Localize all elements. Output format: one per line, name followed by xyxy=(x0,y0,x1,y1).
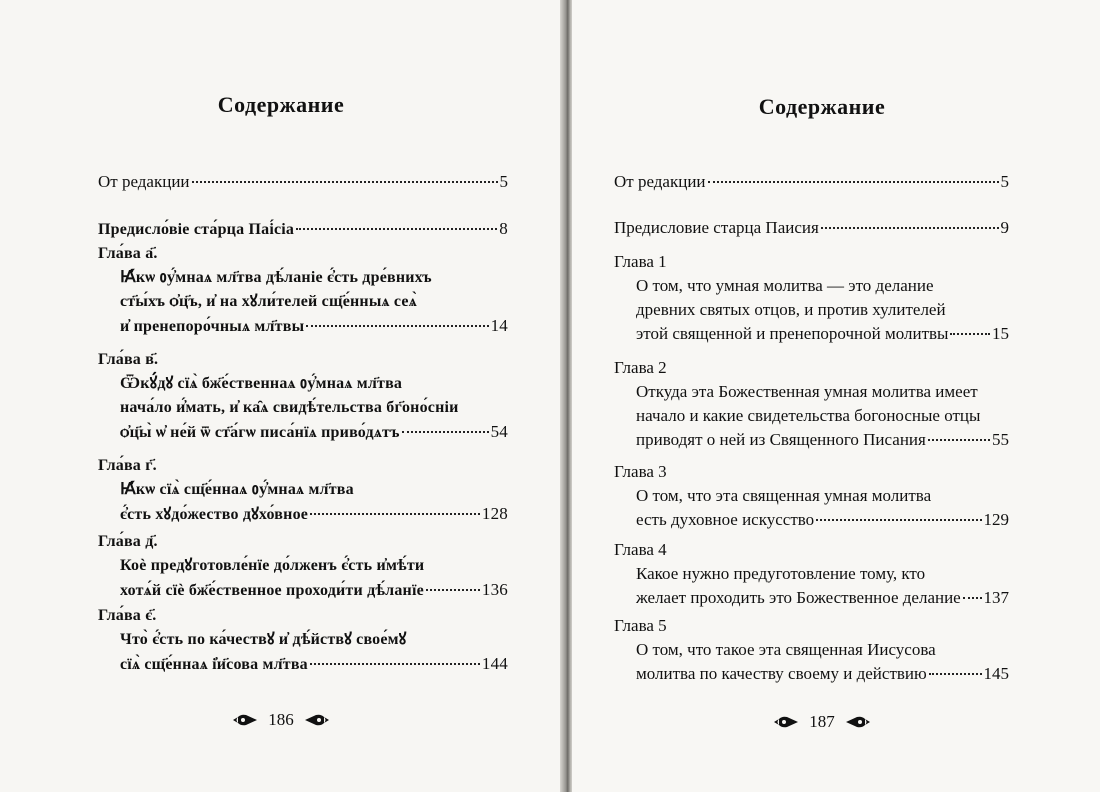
right-page xyxy=(572,0,1100,792)
chapter-label: Гла́ва є҃. xyxy=(98,607,157,624)
page-number: 137 xyxy=(983,588,1009,607)
page-number: 145 xyxy=(983,664,1009,683)
toc-entry: Гла́ва а҃. Ꙗ҆́кѡ ᲂу҆́мнаѧ мл҃тва дѣ́ланіе є҆́сть дре́внихъ ст҃ы́хъ ѻ҆ц҃ъ, и҆ на хꙋли́телей сщ҃е́нныѧ сеѧ̀ и҆ пренепоро́чныѧ мл҃твы 14 xyxy=(98,242,508,339)
toc-entry: Гла́ва г҃. Ꙗ҆́кѡ сїѧ̀ сщ҃е́ннаѧ ᲂу҆́мнаѧ мл҃тва є҆́сть хꙋдо́жество дꙋхо́вное 128 xyxy=(98,454,508,527)
toc-entry xyxy=(98,170,508,194)
leader-dots xyxy=(192,181,498,183)
chapter-label: Глава 5 xyxy=(614,616,667,635)
toc-line: есть духовное искусство 129 xyxy=(614,508,1009,532)
chapter-label: Гла́ва д҃. xyxy=(98,533,158,550)
ornament-right-icon xyxy=(845,715,871,729)
toc-line: Предисло́віе ста́рца Паі́сіа 8 xyxy=(98,217,508,242)
ornament-left-icon xyxy=(773,715,799,729)
chapter-label: Глава 3 xyxy=(614,462,667,481)
toc-line: и҆ пренепоро́чныѧ мл҃твы 14 xyxy=(98,314,508,339)
leader-dots xyxy=(402,431,489,433)
toc-line: є҆́сть хꙋдо́жество дꙋхо́вное 128 xyxy=(98,502,508,527)
leader-dots xyxy=(963,597,982,599)
toc-entry: Глава 3 О том, что эта священная умная молитва есть духовное искусство 129 xyxy=(614,460,1009,532)
toc-entry: Глава 4 Какое нужно предуготовление тому, кто желает проходить это Божественное делание 137 xyxy=(614,538,1009,610)
leader-dots xyxy=(928,439,990,441)
toc-line: От редакции 5 xyxy=(614,170,1009,194)
leader-dots xyxy=(929,673,982,675)
ornament-right-icon xyxy=(304,713,330,727)
leader-dots xyxy=(821,227,999,229)
page-number: 144 xyxy=(481,654,508,673)
toc-entry xyxy=(614,170,1009,194)
page-number: 55 xyxy=(992,430,1009,449)
toc-entry: Гла́ва д҃. Коѐ предꙋготовле́нїе до́лженъ є҆́сть и҆мѣ́ти хотѧ́й сїѐ бж҃е́ственное проходи́ти дѣ́ланїе 136 xyxy=(98,530,508,603)
toc-line: ѻ҆ц҃ы̀ ѡ҆ не́й ѿ ст҃а́гѡ писа́нїѧ приво́дѧтъ 54 xyxy=(98,420,508,445)
toc-line: этой священной и пренепорочной молитвы 15 xyxy=(614,322,1009,346)
page-number: 15 xyxy=(992,324,1009,343)
chapter-label: Гла́ва в҃. xyxy=(98,351,159,368)
toc-entry xyxy=(614,216,1009,240)
chapter-label: Гла́ва г҃. xyxy=(98,457,157,474)
leader-dots xyxy=(816,519,981,521)
leader-dots xyxy=(426,589,480,591)
toc-line: приводят о ней из Священного Писания 55 xyxy=(614,428,1009,452)
page-folio: 187 xyxy=(572,712,1072,732)
toc-line: Предисловие старца Паисия 9 xyxy=(614,216,1009,240)
page-number: 129 xyxy=(983,510,1009,529)
page-number: 8 xyxy=(499,219,508,238)
chapter-label: Глава 2 xyxy=(614,358,667,377)
leader-dots xyxy=(950,333,990,335)
leader-dots xyxy=(306,325,488,327)
toc-entry xyxy=(98,217,508,242)
toc-entry: Глава 5 О том, что такое эта священная Иисусова молитва по качеству своему и действию 145 xyxy=(614,614,1009,686)
page-number: 54 xyxy=(490,422,508,441)
chapter-label: Гла́ва а҃. xyxy=(98,245,158,262)
chapter-label: Глава 4 xyxy=(614,540,667,559)
toc-line: сїѧ̀ сщ҃е́ннаѧ і҆и҃сова мл҃тва 144 xyxy=(98,652,508,677)
leader-dots xyxy=(296,228,497,230)
toc-line: желает проходить это Божественное делание 137 xyxy=(614,586,1009,610)
toc-entry: Глава 2 Откуда эта Божественная умная молитва имеет начало и какие свидетельства богоносные отцы приводят о ней из Священного Писания 55 xyxy=(614,356,1009,452)
page-heading: Содержание xyxy=(758,94,886,119)
toc-entry: Глава 1 О том, что умная молитва — это делание древних святых отцов, и против хулителей этой священной и пренепорочной молитвы 15 xyxy=(614,250,1009,346)
page-folio: 186 xyxy=(0,710,562,730)
chapter-label: Глава 1 xyxy=(614,252,667,271)
toc-line: От редакции 5 xyxy=(98,170,508,194)
toc-line: молитва по качеству своему и действию 145 xyxy=(614,662,1009,686)
page-heading: Содержание xyxy=(217,92,345,117)
leader-dots xyxy=(708,181,999,183)
toc-entry: Гла́ва є҃. Что̀ є҆́сть по ка́чествꙋ и҆ дѣ́йствꙋ свое́мꙋ сїѧ̀ сщ҃е́ннаѧ і҆и҃сова мл҃тва 144 xyxy=(98,604,508,677)
page-number: 136 xyxy=(481,580,508,599)
page-number: 128 xyxy=(481,504,508,523)
leader-dots xyxy=(310,663,480,665)
leader-dots xyxy=(310,513,480,515)
page-number: 9 xyxy=(1000,218,1009,237)
toc-entry: Гла́ва в҃. Ѿкꙋ́дꙋ сїѧ̀ бж҃е́ственнаѧ ᲂу҆́мнаѧ мл҃тва нача́ло и҆́мать, и҆ ка̑ѧ свидѣ́тельства бг҃оно́сніи ѻ҆ц҃ы̀ ѡ҆ не́й ѿ ст҃а́гѡ писа́нїѧ приво́дѧтъ 54 xyxy=(98,348,508,445)
page-number: 5 xyxy=(1000,172,1009,191)
page-number: 14 xyxy=(490,316,508,335)
toc-line: хотѧ́й сїѐ бж҃е́ственное проходи́ти дѣ́ланїе 136 xyxy=(98,578,508,603)
ornament-left-icon xyxy=(232,713,258,727)
page-number: 5 xyxy=(499,172,508,191)
